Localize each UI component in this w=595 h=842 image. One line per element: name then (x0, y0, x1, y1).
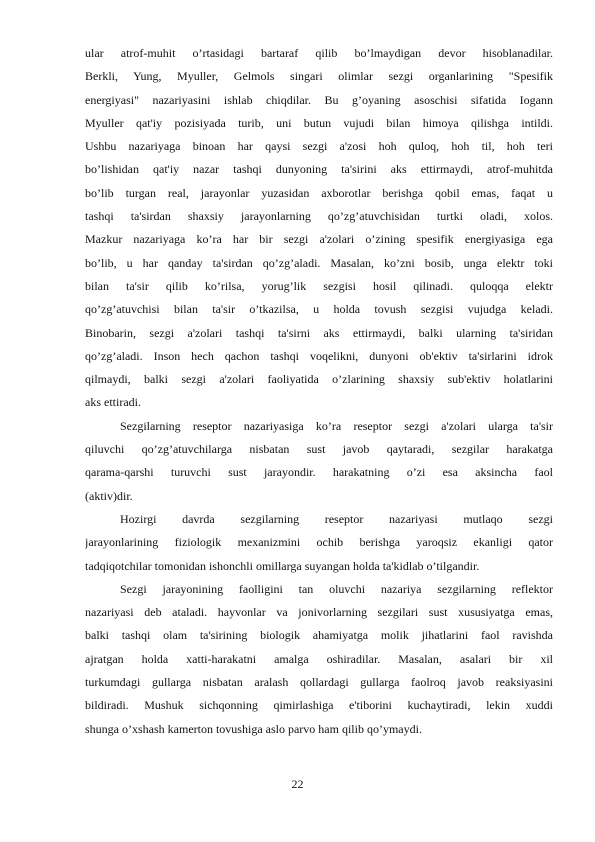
text-line: balki tashqi olam ta'sirining biologik ahamiyatga molik jihatlarini faol ravishda (85, 628, 553, 643)
paragraph (85, 578, 553, 741)
text-line: nazariyasi deb ataladi. hayvonlar va jonivorlarning sezgilari sust xususiyatga emas, (85, 605, 553, 620)
text-line: turkumdagi gullarga nisbatan aralash qollardagi gullarga faolroq javob reaksiyasini (85, 675, 553, 690)
text-line: ajratgan holda xatti-harakatni amalga oshiradilar. Masalan, asalari bir xil (85, 651, 553, 666)
text-line: Ushbu nazariyaga binoan har qaysi sezgi a'zosi hoh quloq, hoh til, hoh teri (85, 139, 553, 154)
page-number: 22 (291, 777, 304, 791)
text-line: qiluvchi qo’zg’atuvchilarga nisbatan sust javob qaytaradi, sezgilar harakatga (85, 442, 553, 457)
text-line: shunga o’xshash kamerton tovushiga aslo parvo ham qilib qo’ymaydi. (85, 721, 422, 736)
text-line: bo’lib, u har qanday ta'sirdan qo’zg’aladi. Masalan, ko’zni bosib, unga elektr toki (85, 255, 553, 270)
text-line: qarama-qarshi turuvchi sust jarayondir. harakatning o’zi esa aksincha faol (85, 465, 553, 480)
text-line: Hozirgi davrda sezgilarning reseptor nazariyasi mutlaqo sezgi (120, 511, 553, 526)
text-line: Mazkur nazariyaga ko’ra har bir sezgi a'zolari o’zining spesifik energiyasiga ega (85, 232, 553, 247)
text-line: energiyasi" nazariyasini ishlab chiqdilar. Bu g’oyaning asoschisi sifatida Iogann (85, 92, 553, 107)
text-line: qo’zg’aladi. Inson hech qachon tashqi voqelikni, dunyoni ob'ektiv ta'sirlarini idrok (85, 348, 553, 363)
text-line: Berkli, Yung, Myuller, Gelmols singari olimlar sezgi organlarining "Spesifik (85, 69, 553, 84)
text-line: aks ettiradi. (85, 395, 141, 410)
text-line: Binobarin, sezgi a'zolari tashqi ta'sirni aks ettirmaydi, balki ularning ta'siridan (85, 325, 553, 340)
text-line: ular atrof-muhit o’rtasidagi bartaraf qilib bo’lmaydigan devor hisoblanadilar. (85, 46, 553, 60)
text-line: tadqiqotchilar tomonidan ishonchli omillarga suyangan holda ta'kidlab o’tilgandir. (85, 558, 480, 573)
text-line: Sezgi jarayonining faolligini tan oluvchi nazariya sezgilarning reflektor (120, 581, 553, 596)
text-line: (aktiv)dir. (85, 488, 133, 503)
text-line: qo’zg’atuvchisi bilan ta'sir o’tkazilsa, u holda tovush sezgisi vujudga keladi. (85, 302, 553, 317)
text-line: bo’lishidan qat'iy nazar tashqi dunyoning ta'sirini aks ettirmaydi, atrof-muhitda (85, 162, 553, 177)
body-text (85, 42, 553, 741)
text-line: bildiradi. Mushuk sichqonning qimirlashiga e'tiborini kuchaytiradi, lekin xuddi (85, 698, 553, 713)
text-line: Sezgilarning reseptor nazariyasiga ko’ra reseptor sezgi a'zolari ularga ta'sir (120, 418, 553, 433)
text-line: Myuller qat'iy pozisiyada turib, uni butun vujudi bilan himoya qilishga intildi. (85, 115, 553, 130)
text-line: bo’lib turgan real, jarayonlar yuzasidan axborotlar berishga qobil emas, faqat u (85, 185, 553, 200)
text-line: jarayonlarining fiziologik mexanizmini ochib berishga yaroqsiz ekanligi qator (85, 535, 553, 550)
text-line: bilan ta'sir qilib ko’rilsa, yorug’lik sezgisi hosil qilinadi. quloqqa elektr (85, 278, 553, 293)
paragraph (85, 508, 553, 578)
paragraph (85, 415, 553, 508)
text-line: qilmaydi, balki sezgi a'zolari faoliyatida o’zlarining shaxsiy sub'ektiv holatlarini (85, 372, 553, 387)
paragraph (85, 42, 553, 415)
text-line: tashqi ta'sirdan shaxsiy jarayonlarning qo’zg’atuvchisidan turtki oladi, xolos. (85, 209, 553, 224)
